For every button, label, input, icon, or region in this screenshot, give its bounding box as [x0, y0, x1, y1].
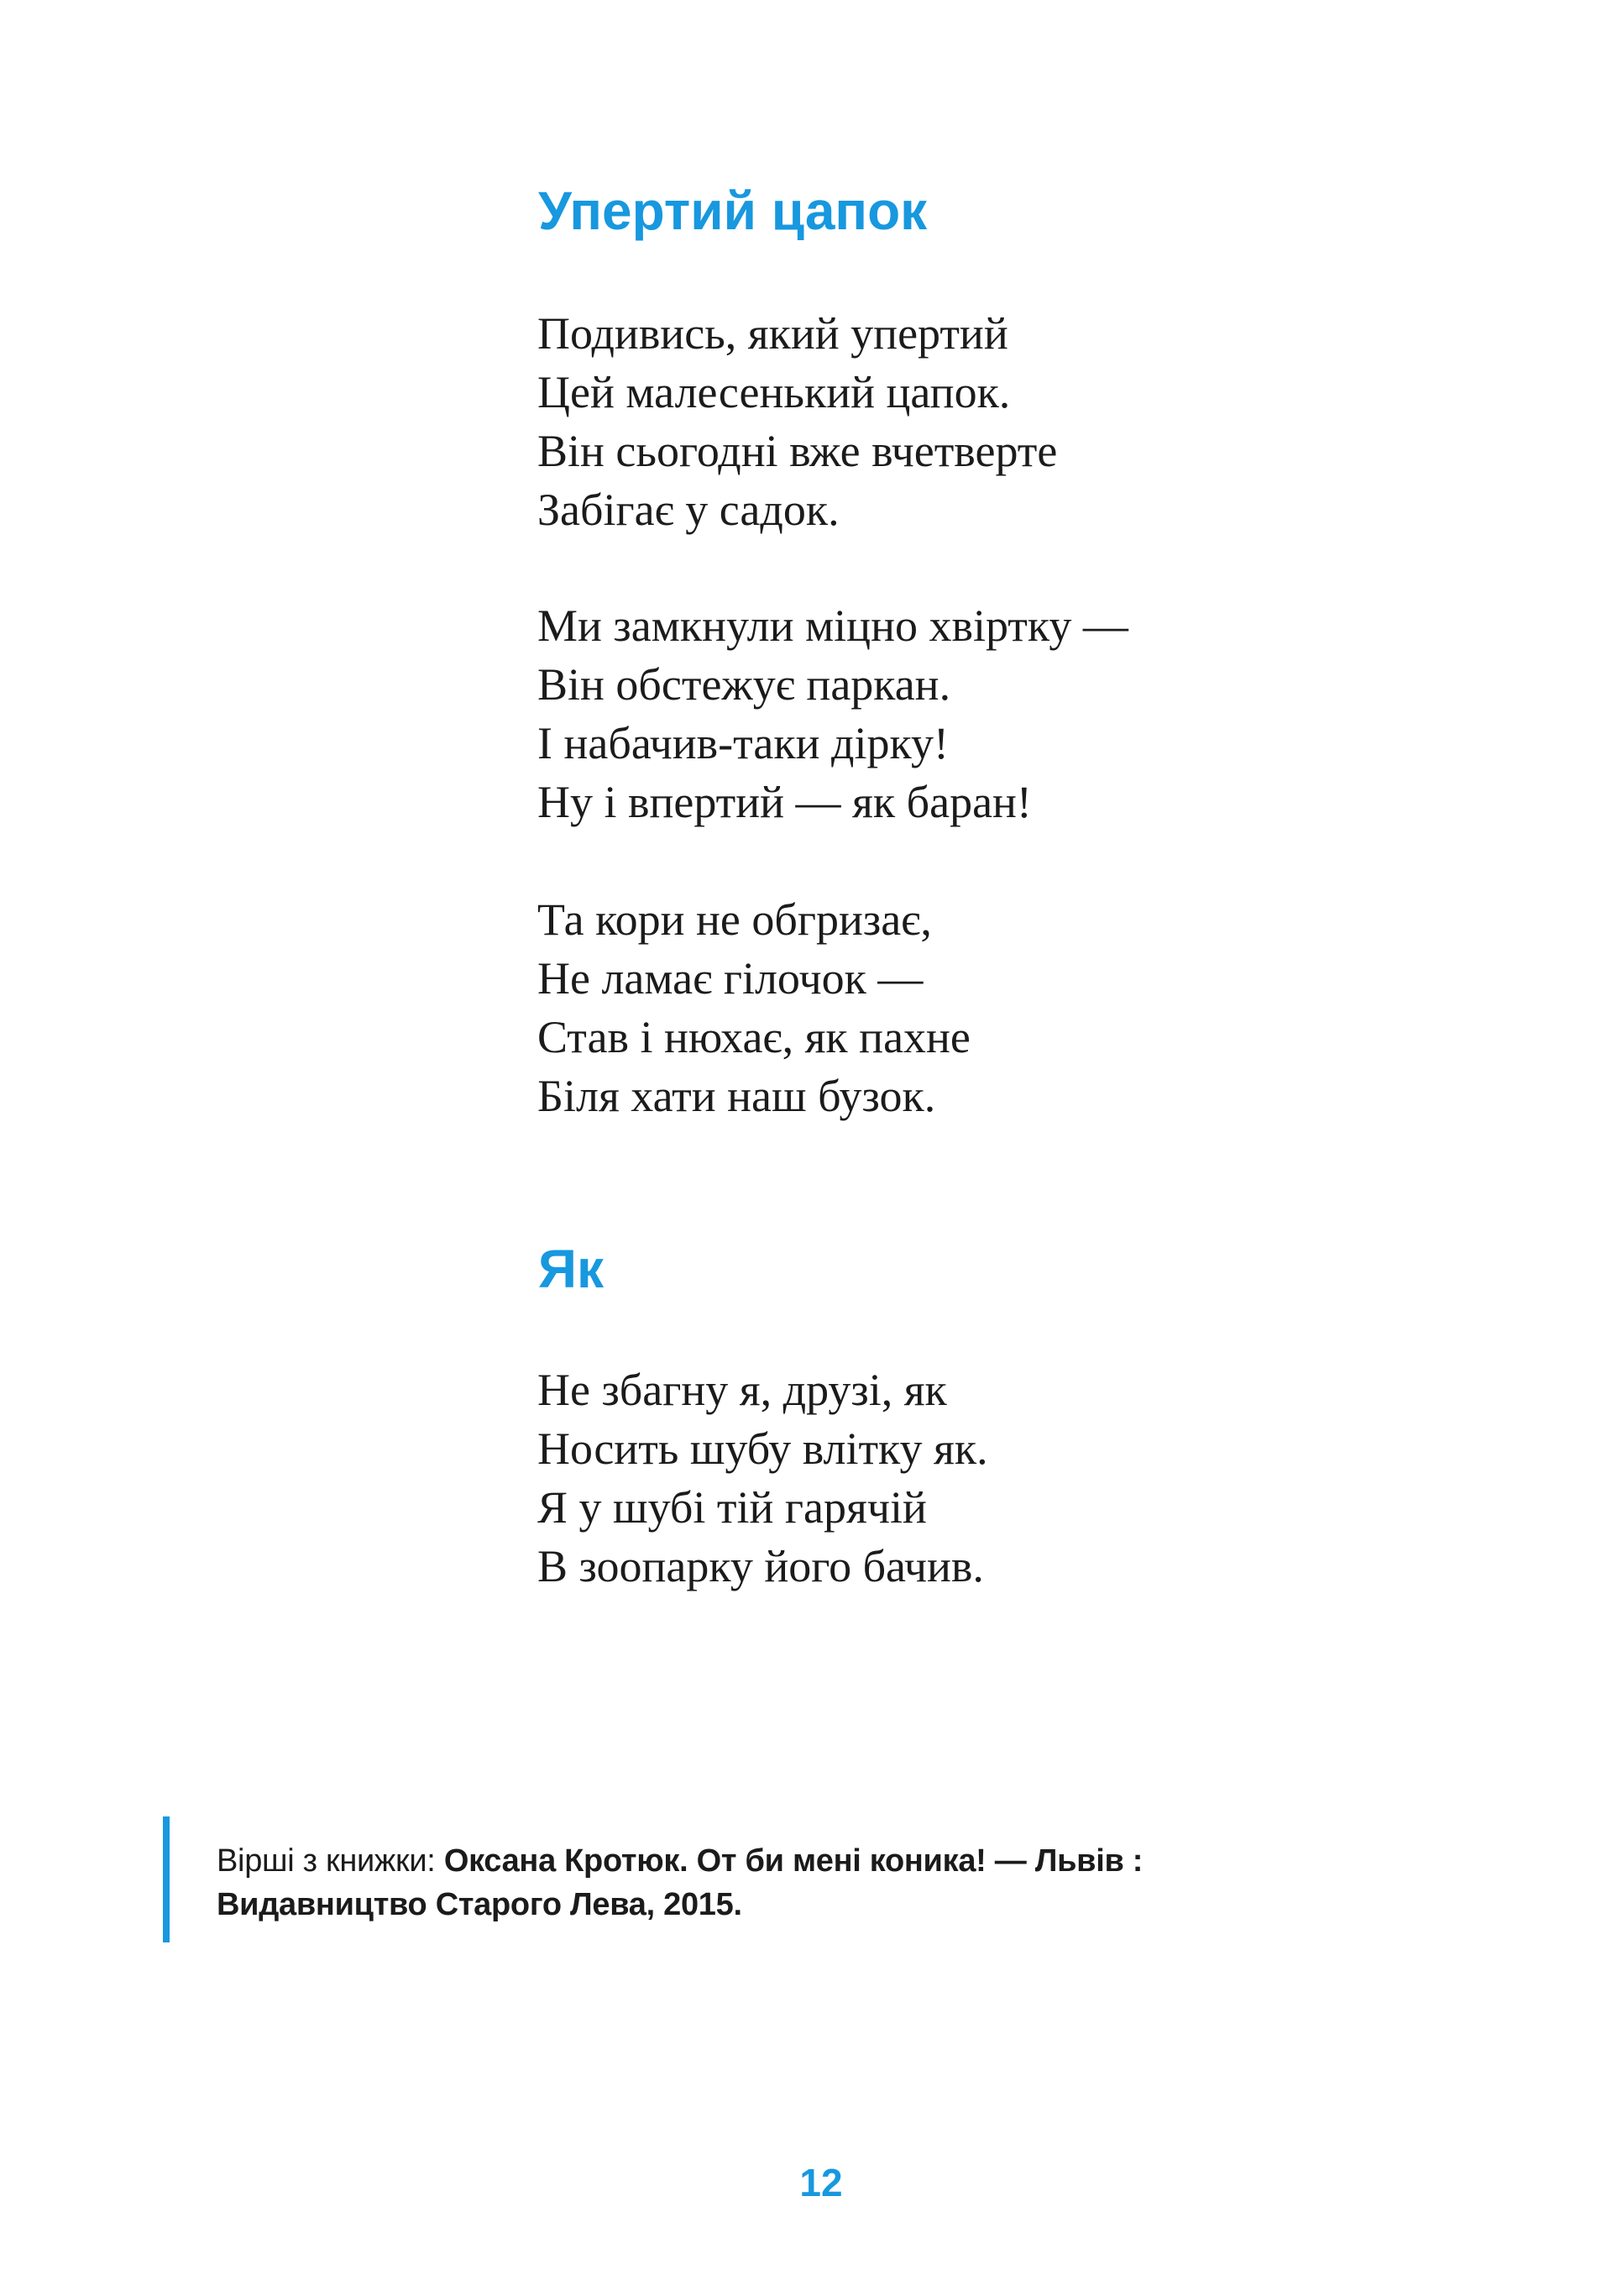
- poem-line: Цей малесенький цапок.: [537, 367, 1011, 417]
- poem-title: Упертий цапок: [538, 181, 928, 241]
- poem-line: Не збагну я, друзі, як: [537, 1365, 947, 1415]
- poem-line: Біля хати наш бузок.: [537, 1071, 936, 1121]
- poem-line: Став і нюхає, як пахне: [537, 1012, 971, 1062]
- poem-line: В зоопарку його бачив.: [537, 1541, 984, 1591]
- poem-line: Носить шубу влітку як.: [537, 1423, 988, 1474]
- poem-stanza: [537, 304, 1057, 539]
- poem-line: Ми замкнули міцно хвіртку —: [537, 600, 1128, 651]
- poem-stanza: [537, 596, 1128, 831]
- poem-line: Я у шубі тій гарячій: [537, 1482, 927, 1533]
- poem-stanza: [537, 1360, 988, 1596]
- source-reference: Оксана Кротюк. От би мені коника! — Львів :: [443, 1843, 1144, 1879]
- poem-line: Забігає у садок.: [537, 485, 840, 535]
- poem-line: Ну і впертий — як баран!: [537, 777, 1032, 827]
- page-number: 12: [799, 2161, 843, 2204]
- source-label: Вірші з книжки:: [217, 1843, 444, 1879]
- poem-line: Він сьогодні вже вчетверте: [537, 426, 1058, 476]
- poem-title: Як: [538, 1239, 604, 1299]
- poem-line: Він обстежує паркан.: [537, 659, 951, 710]
- source-citation: [217, 1839, 1143, 1926]
- poem-stanza: [537, 890, 971, 1125]
- poem-line: І набачив-таки дірку!: [537, 718, 949, 768]
- source-reference: Видавництво Старого Лева, 2015.: [217, 1887, 742, 1922]
- poem-line: Не ламає гілочок —: [537, 953, 924, 1004]
- poem-line: Подивись, який упертий: [537, 308, 1008, 359]
- accent-bar: [163, 1816, 170, 1942]
- source-note: [163, 1816, 1422, 1942]
- source-line: [217, 1839, 1143, 1883]
- poem-line: Та кори не обгризає,: [537, 894, 932, 945]
